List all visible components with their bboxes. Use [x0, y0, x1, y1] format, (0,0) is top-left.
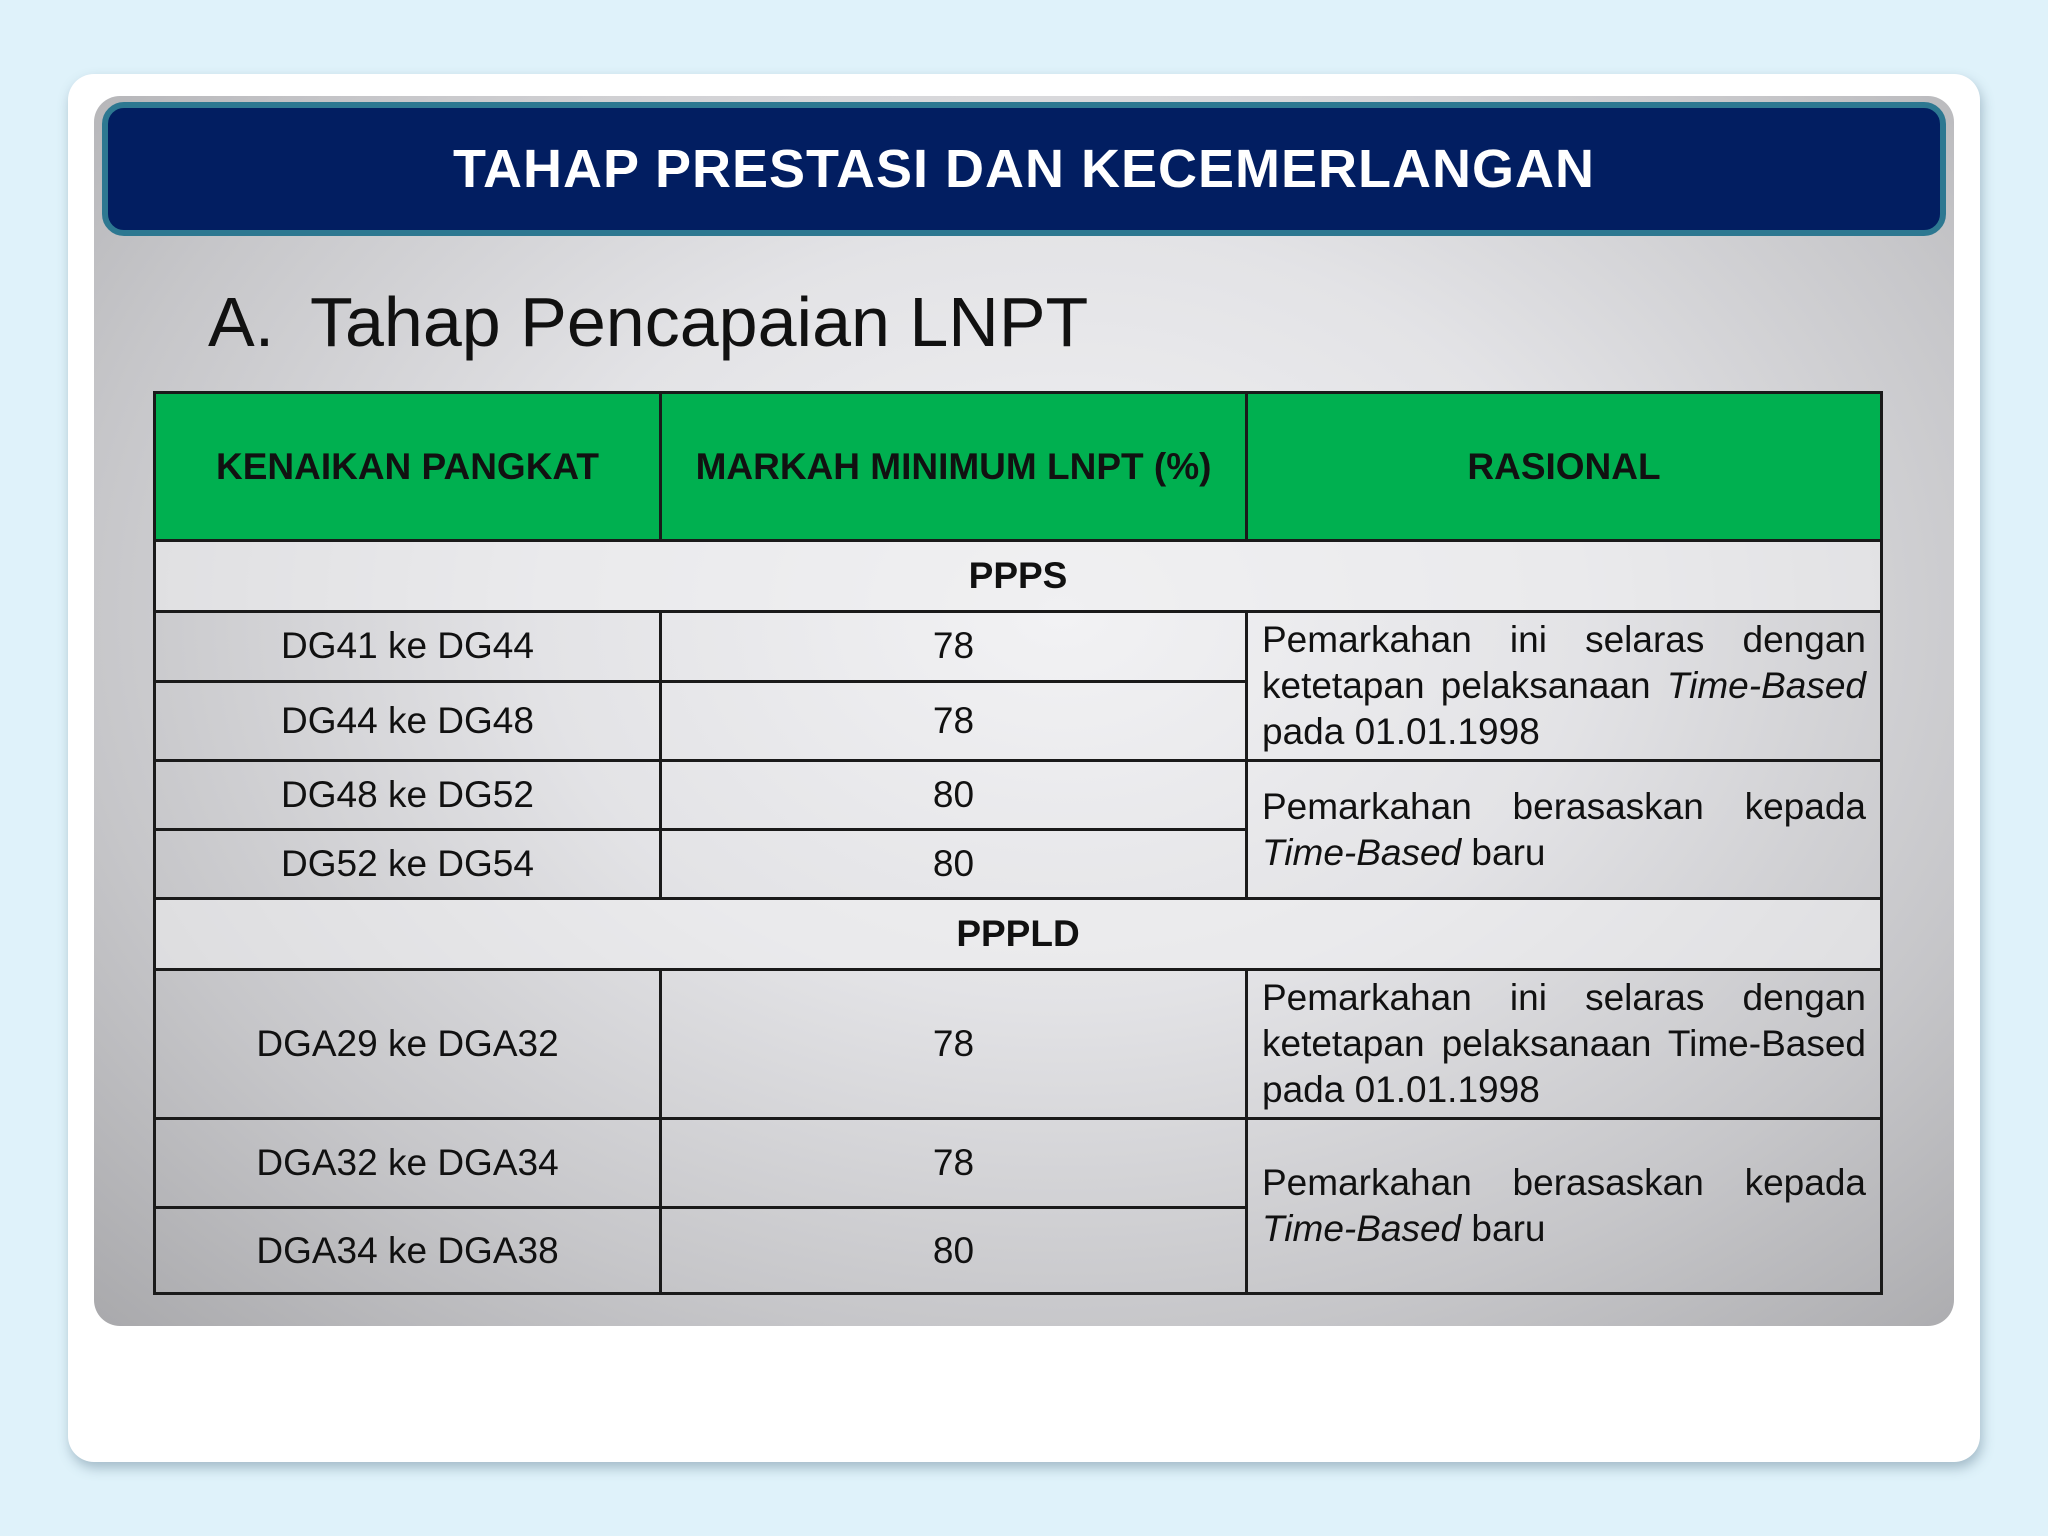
lnpt-table	[153, 391, 1883, 1295]
pangkat-cell: DGA29 ke DGA32	[155, 970, 661, 1119]
table-row	[155, 612, 1882, 682]
pangkat-cell: DG48 ke DG52	[155, 761, 661, 830]
slide-title: TAHAP PRESTASI DAN KECEMERLANGAN	[452, 139, 1596, 199]
pangkat-cell: DGA34 ke DGA38	[155, 1208, 661, 1294]
rasional-cell	[1247, 970, 1882, 1119]
section-letter: A.	[208, 283, 275, 361]
pangkat-cell: DG44 ke DG48	[155, 681, 661, 760]
section-heading	[208, 282, 1088, 362]
rasional-cell	[1247, 1119, 1882, 1294]
header-markah-minimum: MARKAH MINIMUM LNPT (%)	[661, 393, 1247, 541]
rasional-text: pada 01.01.1998	[1262, 711, 1540, 752]
pangkat-cell: DG52 ke DG54	[155, 830, 661, 899]
markah-cell: 80	[661, 830, 1247, 899]
table-row	[155, 761, 1882, 830]
group-row-pppld	[155, 899, 1882, 970]
rasional-italic: Time-Based	[1262, 1208, 1462, 1249]
markah-cell: 80	[661, 1208, 1247, 1294]
group-label: PPPLD	[155, 899, 1882, 970]
rasional-text: Pemarkahan ini selaras dengan ketetapan pelaksanaan	[1262, 619, 1866, 706]
section-heading-text: Tahap Pencapaian LNPT	[310, 283, 1089, 361]
rasional-text: baru	[1461, 831, 1546, 873]
group-row-ppps	[155, 541, 1882, 612]
table-header-row	[155, 393, 1882, 541]
header-kenaikan-pangkat: KENAIKAN PANGKAT	[155, 393, 661, 541]
pangkat-cell: DGA32 ke DGA34	[155, 1119, 661, 1208]
pangkat-cell: DG41 ke DG44	[155, 612, 661, 682]
table-row	[155, 1119, 1882, 1208]
markah-cell: 78	[661, 1119, 1247, 1208]
group-label: PPPS	[155, 541, 1882, 612]
header-rasional: RASIONAL	[1247, 393, 1882, 541]
rasional-italic: Time-Based	[1262, 831, 1462, 873]
markah-cell: 78	[661, 681, 1247, 760]
rasional-text: baru	[1461, 1208, 1546, 1249]
rasional-text: Pemarkahan berasaskan kepada	[1262, 785, 1866, 827]
table-row	[155, 970, 1882, 1119]
title-bar	[102, 102, 1946, 236]
rasional-cell	[1247, 761, 1882, 899]
markah-cell: 78	[661, 612, 1247, 682]
markah-cell: 80	[661, 761, 1247, 830]
rasional-text: Pemarkahan ini selaras dengan ketetapan pelaksanaan Time-Based pada 01.01.1998	[1262, 977, 1866, 1110]
rasional-italic: Time-Based	[1666, 665, 1866, 706]
markah-cell: 78	[661, 970, 1247, 1119]
rasional-cell	[1247, 612, 1882, 761]
rasional-text: Pemarkahan berasaskan kepada	[1262, 1162, 1866, 1203]
